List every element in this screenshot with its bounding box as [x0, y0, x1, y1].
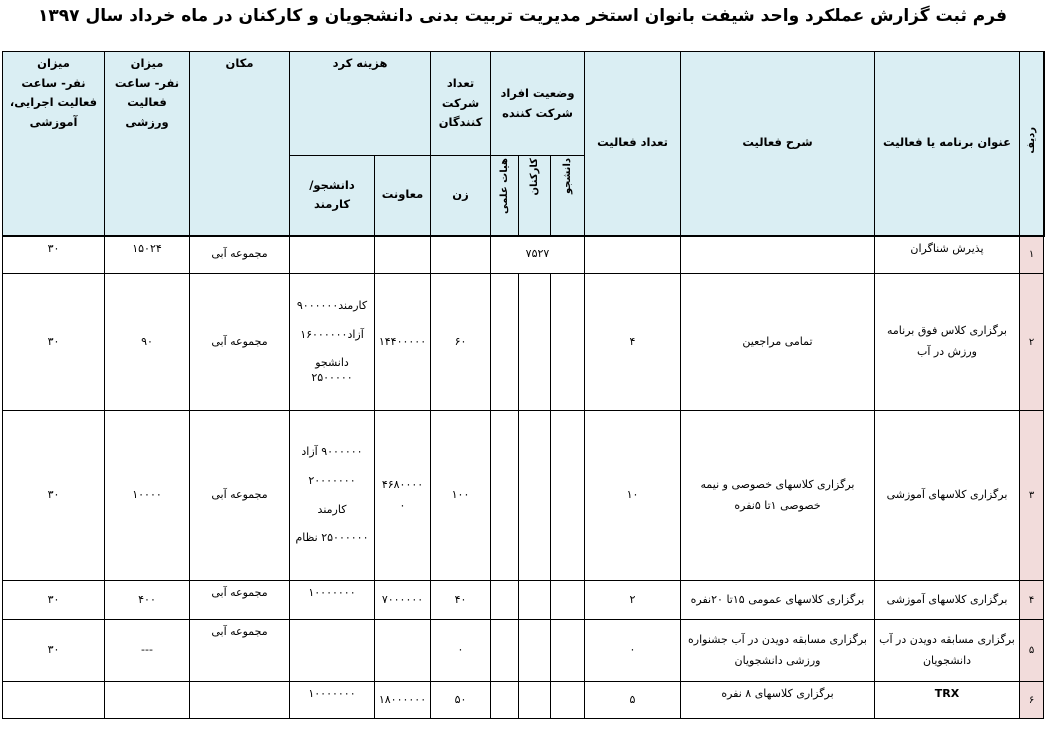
- header-staff: کارکنان: [519, 156, 551, 236]
- cell-activity-description: تمامی مراجعین: [681, 274, 875, 411]
- header-activity-count: تعداد فعالیت: [585, 52, 681, 236]
- cell-program-title: برگزاری مسابقه دویدن در آب دانشجویان: [875, 620, 1020, 682]
- cell-deputy: ۱۴۴۰۰۰۰۰: [375, 274, 431, 411]
- cell-faculty: [491, 682, 519, 719]
- cell-student: [551, 274, 585, 411]
- cell-faculty: [491, 620, 519, 682]
- header-sport-person-hours: میزان نفر- ساعت فعالیت ورزشی: [105, 52, 190, 236]
- cell-student: [551, 581, 585, 620]
- cell-staff: [519, 274, 551, 411]
- cell-women: ۴۰: [431, 581, 491, 620]
- cell-place: مجموعه آبی: [190, 581, 290, 620]
- table-row: [3, 411, 1044, 581]
- row-number: ۵: [1020, 620, 1044, 682]
- cell-student-staff: ۹۰۰۰۰۰۰ آزاد ۲۰۰۰۰۰۰۰ کارمند ۲۵۰۰۰۰۰۰ نظام: [290, 411, 375, 581]
- row-number: ۳: [1020, 411, 1044, 581]
- cell-program-title: برگزاری کلاس فوق برنامه ورزش در آب: [875, 274, 1020, 411]
- cell-women: ۱۰۰: [431, 411, 491, 581]
- cell-sport-hours: ۹۰: [105, 274, 190, 411]
- table-row: [3, 620, 1044, 682]
- cell-staff: [519, 411, 551, 581]
- cell-program-title: برگزاری کلاسهای آموزشی: [875, 411, 1020, 581]
- cell-activity-count: ۵: [585, 682, 681, 719]
- cell-student-staff: کارمند۹۰۰۰۰۰۰ آزاد۱۶۰۰۰۰۰۰ دانشجو ۲۵۰۰۰۰۰: [290, 274, 375, 411]
- header-program-title: عنوان برنامه یا فعالیت: [875, 52, 1020, 236]
- cell-student: [551, 620, 585, 682]
- table-row: [3, 274, 1044, 411]
- header-activity-description: شرح فعالیت: [681, 52, 875, 236]
- header-faculty: هیات علمی: [491, 156, 519, 236]
- cell-deputy: [375, 620, 431, 682]
- table-row: [3, 236, 1044, 274]
- cell-place: [190, 682, 290, 719]
- row-number: ۲: [1020, 274, 1044, 411]
- cell-sport-hours: ---: [105, 620, 190, 682]
- header-student: دانشجو: [551, 156, 585, 236]
- cell-activity-count: ۲: [585, 581, 681, 620]
- activity-report-table: [2, 51, 1045, 719]
- header-participants-count: تعداد شرکت کنندگان: [431, 52, 491, 156]
- header-place: مکان: [190, 52, 290, 236]
- cell-faculty: [491, 411, 519, 581]
- cell-women: ۶۰: [431, 274, 491, 411]
- cell-activity-count: ۰: [585, 620, 681, 682]
- cell-exec-hours: [3, 682, 105, 719]
- cell-place: مجموعه آبی: [190, 411, 290, 581]
- cell-activity-description: برگزاری مسابقه دویدن در آب جشنواره ورزشی دانشجویان: [681, 620, 875, 682]
- table-row: [3, 682, 1044, 719]
- header-student-staff: دانشجو/ کارمند: [290, 156, 375, 236]
- cell-place: مجموعه آبی: [190, 236, 290, 274]
- cell-exec-hours: ۳۰: [3, 411, 105, 581]
- row-number: ۴: [1020, 581, 1044, 620]
- header-cost: هزینه کرد: [290, 52, 431, 156]
- cell-activity-description: برگزاری کلاسهای عمومی ۱۵تا ۲۰نفره: [681, 581, 875, 620]
- cell-women: ۰: [431, 620, 491, 682]
- cell-women: ۵۰: [431, 682, 491, 719]
- cell-exec-hours: ۳۰: [3, 620, 105, 682]
- cell-staff: [519, 682, 551, 719]
- cell-exec-hours: ۳۰: [3, 274, 105, 411]
- cell-student-staff: [290, 236, 375, 274]
- cell-deputy: ۱۸۰۰۰۰۰۰: [375, 682, 431, 719]
- cell-deputy: [375, 236, 431, 274]
- cell-student-staff: ۱۰۰۰۰۰۰۰: [290, 682, 375, 719]
- cell-sport-hours: ۱۵۰۲۴: [105, 236, 190, 274]
- cell-sport-hours: [105, 682, 190, 719]
- cell-faculty: [491, 274, 519, 411]
- cell-exec-hours: ۳۰: [3, 236, 105, 274]
- cell-deputy: ۷۰۰۰۰۰۰: [375, 581, 431, 620]
- header-exec-person-hours: میزان نفر- ساعت فعالیت اجرایی، آموزشی: [3, 52, 105, 236]
- cell-staff: [519, 581, 551, 620]
- cell-place: مجموعه آبی: [190, 274, 290, 411]
- cell-program-title: TRX: [875, 682, 1020, 719]
- cell-place: مجموعه آبی: [190, 620, 290, 682]
- cell-student: [551, 682, 585, 719]
- cell-activity-count: ۴: [585, 274, 681, 411]
- cell-program-title: برگزاری کلاسهای آموزشی: [875, 581, 1020, 620]
- cell-faculty: [491, 581, 519, 620]
- table-row: [3, 581, 1044, 620]
- header-row-number: ردیف: [1020, 52, 1044, 236]
- cell-participants-total: ۷۵۲۷: [491, 236, 585, 274]
- row-number: ۱: [1020, 236, 1044, 274]
- cell-sport-hours: ۴۰۰: [105, 581, 190, 620]
- cell-student-staff: [290, 620, 375, 682]
- form-title: فرم ثبت گزارش عملکرد واحد شیفت بانوان استخر مدیریت تربیت بدنی دانشجویان و کارکنان در ماه خرداد سال ۱۳۹۷: [38, 6, 1007, 26]
- cell-activity-description: برگزاری کلاسهای ۸ نفره: [681, 682, 875, 719]
- cell-sport-hours: ۱۰۰۰۰: [105, 411, 190, 581]
- cell-staff: [519, 620, 551, 682]
- cell-activity-count: ۱۰: [585, 411, 681, 581]
- cell-deputy: ۴۶۸۰۰۰۰ ۰: [375, 411, 431, 581]
- cell-activity-count: [585, 236, 681, 274]
- cell-activity-description: برگزاری کلاسهای خصوصی و نیمه خصوصی ۱تا ۵نفره: [681, 411, 875, 581]
- row-number: ۶: [1020, 682, 1044, 719]
- header-women: زن: [431, 156, 491, 236]
- cell-exec-hours: ۳۰: [3, 581, 105, 620]
- cell-student: [551, 411, 585, 581]
- cell-activity-description: [681, 236, 875, 274]
- cell-student-staff: ۱۰۰۰۰۰۰۰: [290, 581, 375, 620]
- cell-women: [431, 236, 491, 274]
- cell-program-title: پذیرش شناگران: [875, 236, 1020, 274]
- header-participants-status: وضعیت افراد شرکت کننده: [491, 52, 585, 156]
- header-deputy: معاونت: [375, 156, 431, 236]
